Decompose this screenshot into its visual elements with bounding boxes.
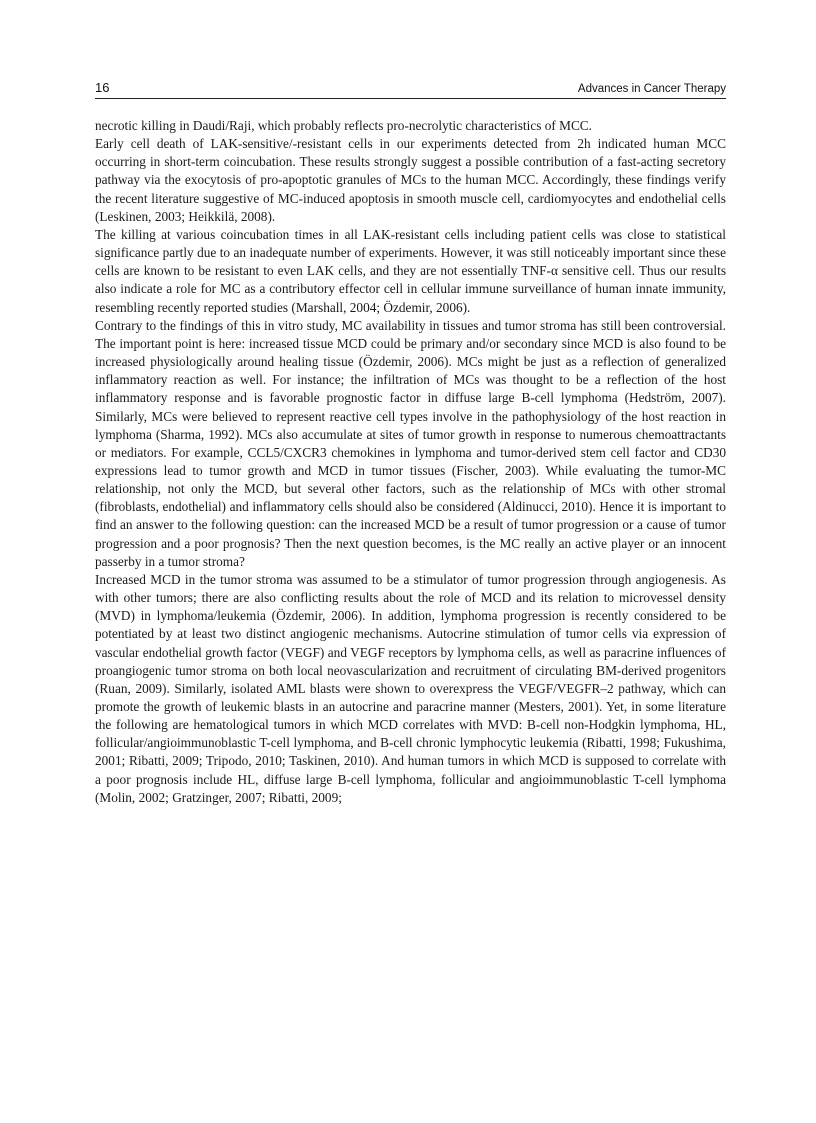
paragraph-continuation: necrotic killing in Daudi/Raji, which probably reflects pro-necrolytic characteristics of MCC. — [95, 118, 593, 133]
running-header — [95, 80, 726, 99]
page-number: 16 — [95, 80, 110, 95]
body-text — [95, 117, 726, 807]
paragraph-mc-availability: Contrary to the findings of this in vitro study, MC availability in tissues and tumor stroma has still been controversial. The important point is here: increased tissue MCD could be primary and/or secondary since MCD is also found to be increased physiologically around healing tissue (Özdemir, 2006). MCs might be just as a reflection of generalized inflammatory reaction as well. For instance; the infiltration of MCs was thought to be a reflection of the host inflammatory response and is favorable prognostic factor in diffuse large B-cell lymphoma (Hedström, 2007). Similarly, MCs were believed to represent reactive cell types involve in the pathophysiology of the host reaction in lymphoma (Sharma, 1992). MCs also accumulate at sites of tumor growth in response to numerous chemoattractants or mediators. For example, CCL5/CXCR3 chemokines in lymphoma and tumor-derived stem cell factor and CD30 expressions lead to tumor growth and MCD in tumor tissues (Fischer, 2003). While evaluating the tumor-MC relationship, not only the MCD, but several other factors, such as the relationship of MCs with other stromal (fibroblasts, endothelial) and inflammatory cells should also be considered (Aldinucci, 2010). Hence it is important to find an answer to the following question: can the increased MCD be a result of tumor progression or a cause of tumor progression and a poor prognosis? Then the next question becomes, is the MC really an active player or an innocent passerby in a tumor stroma? — [95, 317, 726, 569]
paragraph-angiogenesis: Increased MCD in the tumor stroma was assumed to be a stimulator of tumor progression through angiogenesis. As with other tumors; there are also conflicting results about the role of MCD and its relation to microvessel density (MVD) in lymphoma/leukemia (Özdemir, 2006). In addition, lymphoma progression is recently considered to be potentiated by at least two distinct angiogenic mechanisms. Autocrine stimulation of tumor cells via expression of vascular endothelial growth factor (VEGF) and VEGF receptors by lymphoma cells, as well as paracrine influences of proangiogenic tumor stroma on both local neovascularization and recruitment of circulating BM-derived progenitors (Ruan, 2009). Similarly, isolated AML blasts were shown to overexpress the VEGF/VEGFR–2 pathway, which can promote the growth of leukemic blasts in an autocrine and paracrine manner (Mesters, 2001). Yet, in some literature the following are hematological tumors in which MCD correlates with MVD: B-cell non-Hodgkin lymphoma, HL, follicular/angioimmunoblastic T-cell lymphoma, and B-cell chronic lymphocytic leukemia (Ribatti, 1998; Fukushima, 2001; Ribatti, 2009; Tripodo, 2010; Taskinen, 2010). And human tumors in which MCD is supposed to correlate with a poor prognosis include HL, diffuse large B-cell lymphoma, follicular and angioimmunoblastic T-cell lymphoma (Molin, 2002; Gratzinger, 2007; Ribatti, 2009; — [95, 571, 726, 805]
book-title: Advances in Cancer Therapy — [577, 83, 726, 95]
paragraph-early-cell-death: Early cell death of LAK-sensitive/-resistant cells in our experiments detected from 2h indicated human MCC occurring in short-term coincubation. These results strongly suggest a possible contribution of a fast-acting secretory pathway via the exocytosis of pro-apoptotic granules of MCs to the human MCC. Accordingly, these findings verify the recent literature suggestive of MC-induced apoptosis in smooth muscle cell, cardiomyocytes and endothelial cells (Leskinen, 2003; Heikkilä, 2008). — [95, 136, 726, 224]
document-page — [95, 0, 726, 1123]
paragraph-lak-resistant-killing: The killing at various coincubation times in all LAK-resistant cells including patient cells was close to statistical significance partly due to an inadequate number of experiments. However, it was still noticeably important since these cells are known to be resistant to even LAK cells, and they are not essentially TNF-α sensitive cell. Thus our results also indicate a role for MC as a contributory effector cell in cellular immune surveillance of human innate immunity, resembling recently reported studies (Marshall, 2004; Özdemir, 2006). — [95, 226, 726, 315]
